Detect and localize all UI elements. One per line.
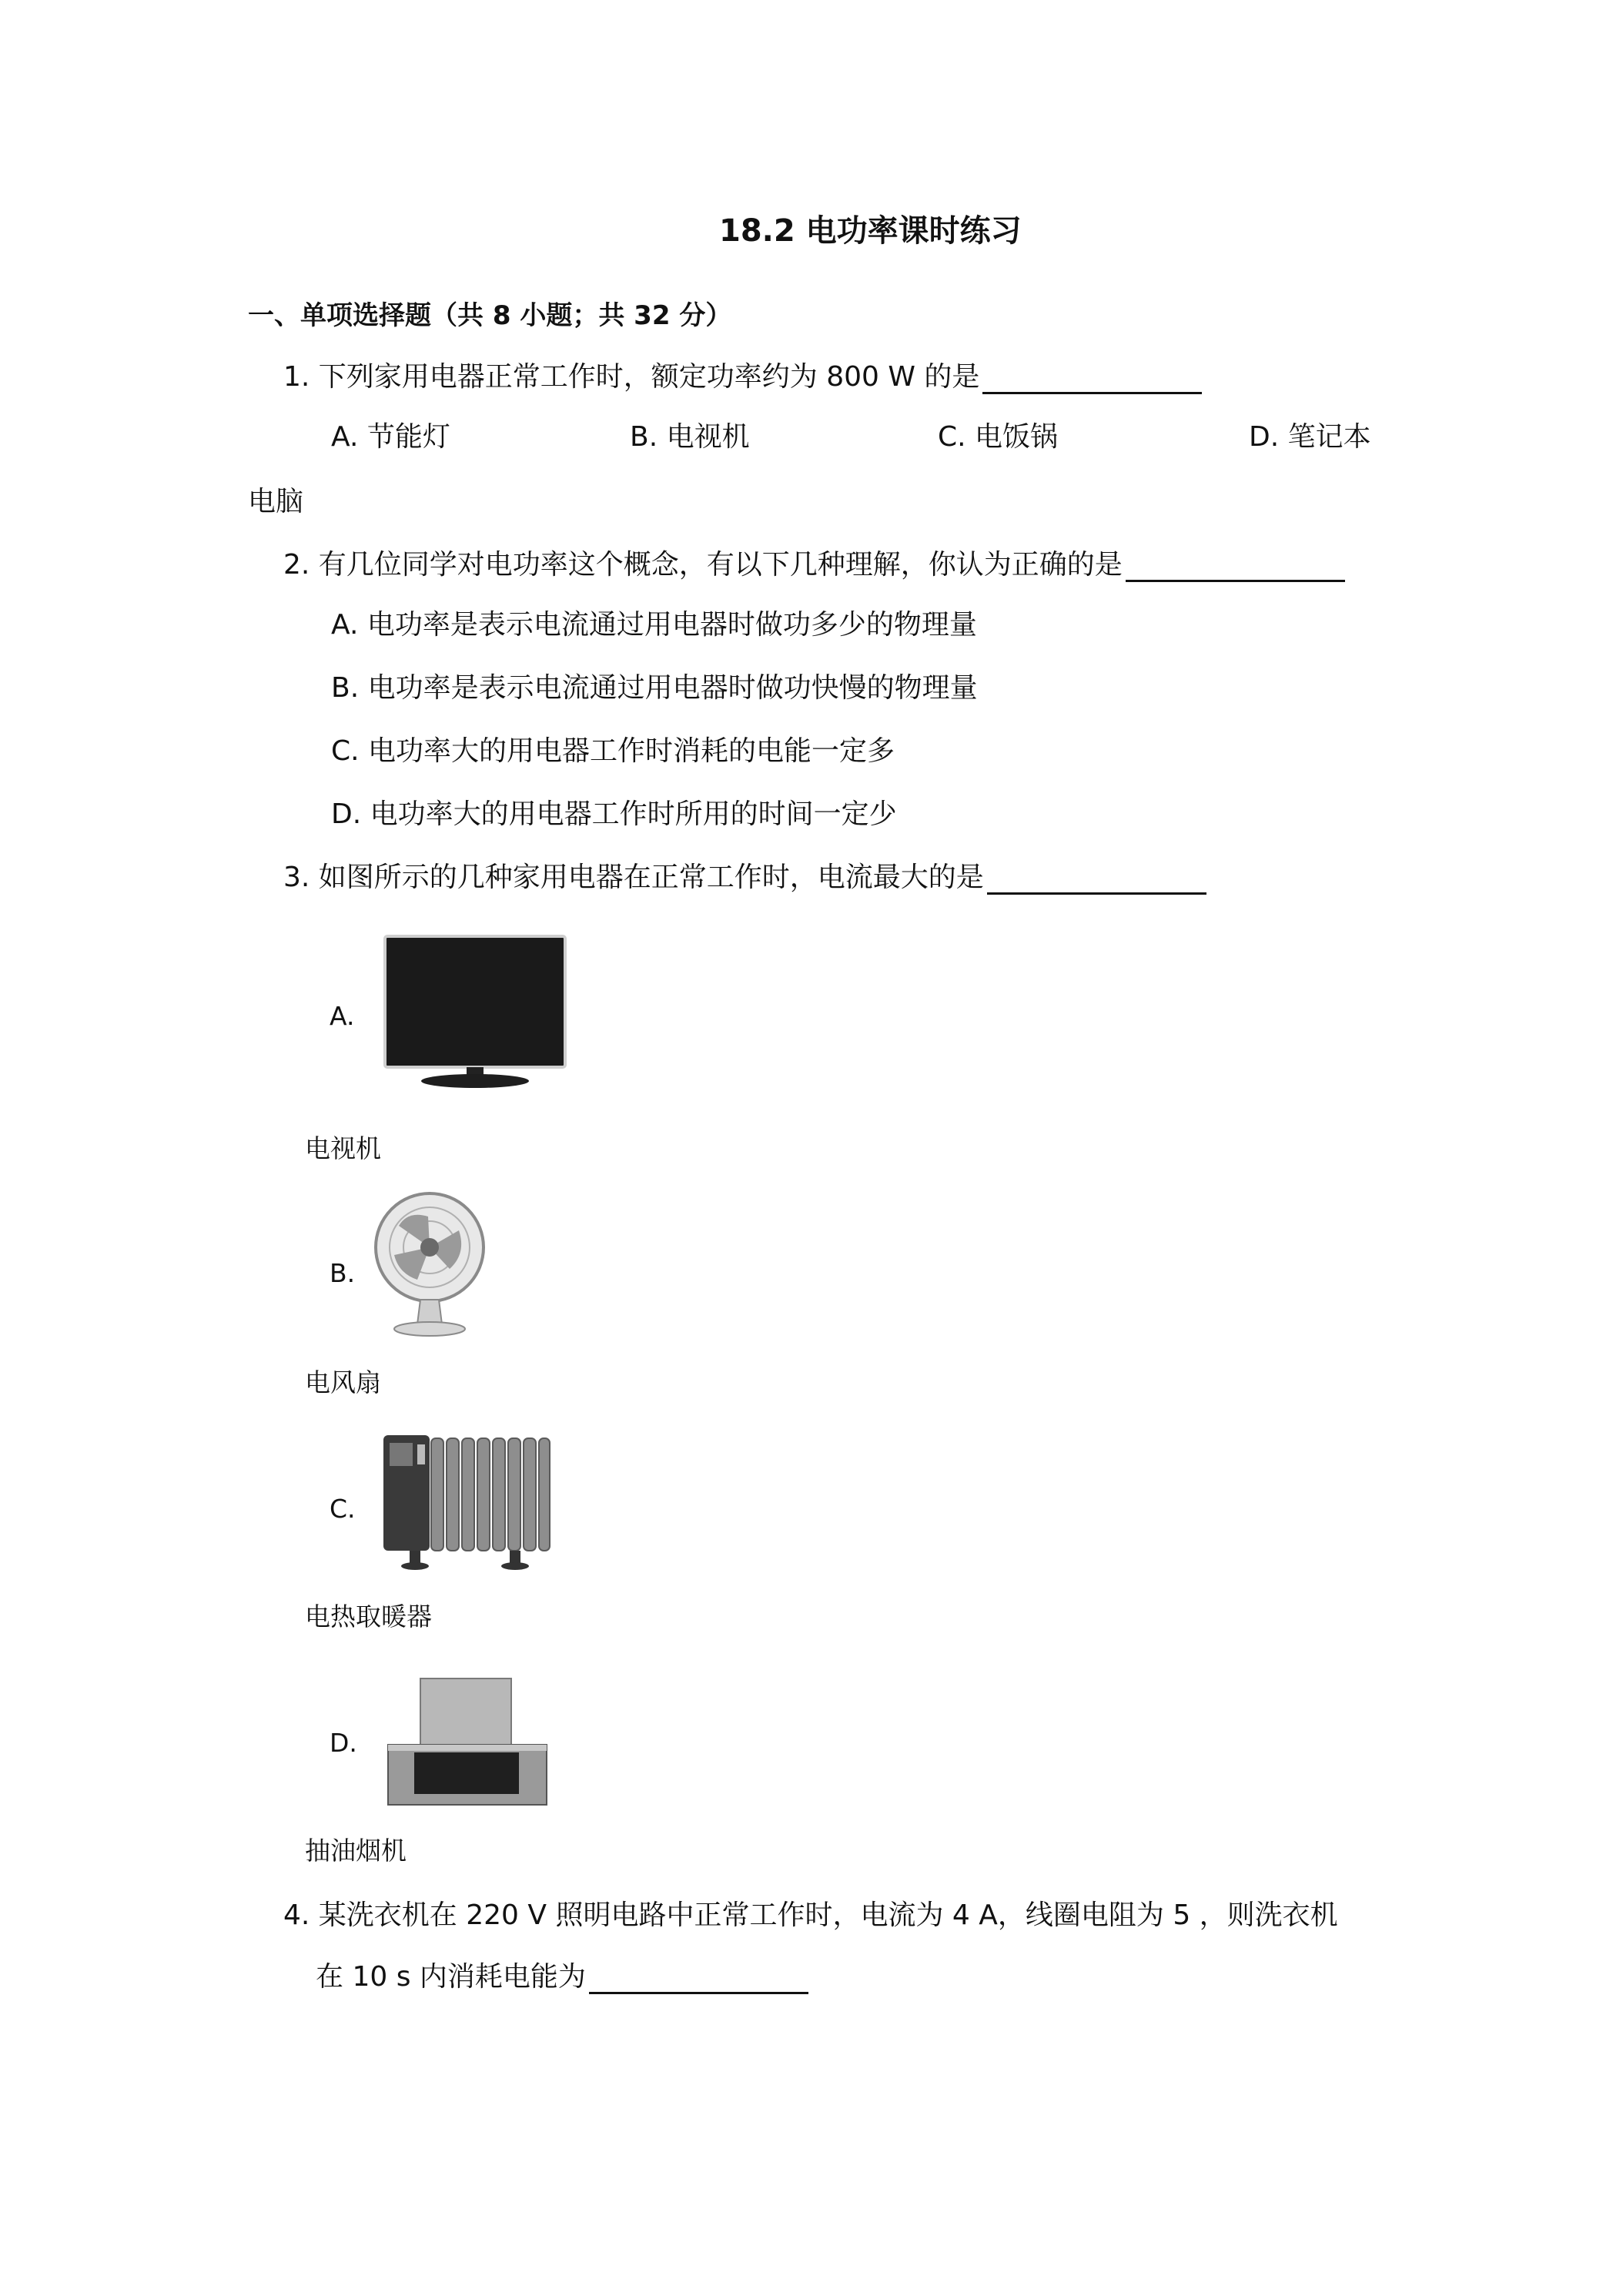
q1-option-d[interactable]: D. 笔记本 — [1249, 421, 1371, 453]
electric-fan-image — [368, 1187, 499, 1338]
q2-option-d[interactable]: D. 电功率大的用电器工作时所用的时间一定少 — [331, 798, 897, 830]
answer-blank-2[interactable] — [1126, 552, 1345, 582]
q3-option-c-letter[interactable]: C. — [330, 1494, 356, 1524]
q1-option-a[interactable]: A. 节能灯 — [331, 421, 450, 453]
question-1-text: 1. 下列家用电器正常工作时，额定功率约为 800 W 的是 — [283, 361, 980, 393]
question-4-text: 在 10 s 内消耗电能为 — [316, 1961, 586, 1993]
television-image — [380, 932, 577, 1093]
answer-blank-1[interactable] — [982, 364, 1202, 394]
q3-option-b-name: 电风扇 — [305, 1367, 381, 1397]
question-3-stem — [283, 861, 1206, 895]
q3-option-b-letter[interactable]: B. — [330, 1258, 356, 1288]
page-title: 18.2 电功率课时练习 — [719, 213, 1022, 249]
question-4-line1: 4. 某洗衣机在 220 V 照明电路中正常工作时，电流为 4 A，线圈电阻为 5 ，则洗衣机 — [283, 1899, 1338, 1931]
q2-option-b[interactable]: B. 电功率是表示电流通过用电器时做功快慢的物理量 — [331, 672, 978, 704]
q3-option-d-letter[interactable]: D. — [330, 1728, 357, 1758]
q1-option-c[interactable]: C. 电饭锅 — [938, 421, 1059, 453]
q1-option-b[interactable]: B. 电视机 — [630, 421, 750, 453]
question-3-text: 3. 如图所示的几种家用电器在正常工作时，电流最大的是 — [283, 862, 984, 893]
answer-blank-3[interactable] — [987, 865, 1206, 895]
q1-option-d-continuation: 电脑 — [248, 486, 304, 517]
q3-option-a-name: 电视机 — [305, 1133, 381, 1163]
question-4-line2 — [316, 1960, 808, 1994]
q3-option-a-letter[interactable]: A. — [330, 1001, 355, 1031]
q2-option-a[interactable]: A. 电功率是表示电流通过用电器时做功多少的物理量 — [331, 609, 977, 641]
answer-blank-4[interactable] — [589, 1964, 808, 1994]
q2-option-c[interactable]: C. 电功率大的用电器工作时消耗的电能一定多 — [331, 735, 895, 767]
q3-option-d-name: 抽油烟机 — [305, 1836, 407, 1866]
section-header: 一、单项选择题（共 8 小题；共 32 分） — [248, 300, 732, 331]
question-1-stem — [283, 360, 1202, 394]
electric-heater-image — [379, 1427, 556, 1571]
question-2-stem — [283, 548, 1345, 582]
question-2-text: 2. 有几位同学对电功率这个概念，有以下几种理解，你认为正确的是 — [283, 549, 1123, 581]
q3-option-c-name: 电热取暖器 — [305, 1602, 432, 1632]
range-hood-image — [383, 1674, 553, 1809]
